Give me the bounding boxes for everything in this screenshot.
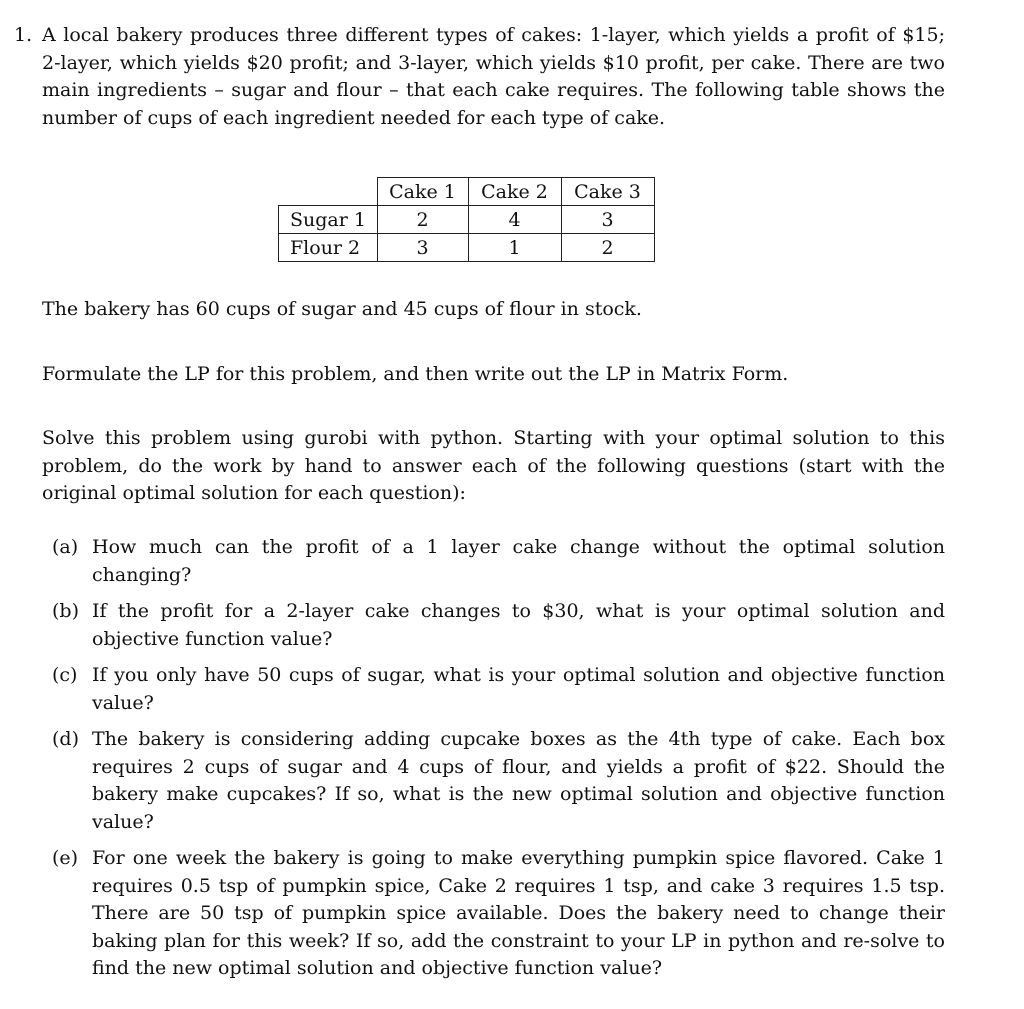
table-row-label: Flour 2	[279, 234, 378, 262]
question-label: (e)	[52, 847, 79, 869]
question-text: The bakery is considering adding cupcake boxes as the 4th type of cake. Each box requires 2 cups of sugar and 4 cups of flour, and yields a profit of $22. Should the bakery make cupcakes? If so, what is the new optimal solution and objective function value?	[92, 728, 945, 833]
table-cell: 2	[377, 206, 468, 234]
table-header-row	[279, 178, 655, 206]
table-cell: 2	[561, 234, 654, 262]
solve-instruction: Solve this problem using gurobi with python. Starting with your optimal solution to this problem, do the work by hand to answer each of the following questions (start with the original optimal solution for each question):	[42, 427, 945, 504]
table-column-header: Cake 2	[468, 178, 561, 206]
problem-intro: A local bakery produces three different types of cakes: 1-layer, which yields a profit of $15; 2-layer, which yields $20 profit; and 3-layer, which yields $10 profit, per cake. There are two main ingredients – sugar and flour – that each cake requires. The following table shows the number of cups of each ingredient needed for each type of cake.	[42, 24, 945, 129]
question-b	[52, 598, 945, 653]
table-row-label: Sugar 1	[279, 206, 378, 234]
question-list	[52, 534, 945, 992]
table-cell: 3	[377, 234, 468, 262]
ingredient-table	[278, 177, 655, 262]
formulate-instruction: Formulate the LP for this problem, and then write out the LP in Matrix Form.	[42, 363, 789, 385]
question-label: (d)	[52, 728, 79, 750]
table-corner-cell	[279, 178, 378, 206]
table-column-header: Cake 1	[377, 178, 468, 206]
question-text: If you only have 50 cups of sugar, what is your optimal solution and objective function value?	[92, 664, 945, 714]
table-cell: 4	[468, 206, 561, 234]
table-row-sugar	[279, 206, 655, 234]
question-text: For one week the bakery is going to make everything pumpkin spice flavored. Cake 1 requires 0.5 tsp of pumpkin spice, Cake 2 requires 1 tsp, and cake 3 requires 1.5 tsp. There are 50 tsp of pumpkin spice available. Does the bakery need to change their baking plan for this week? If so, add the constraint to your LP in python and re-solve to find the new optimal solution and objective function value?	[92, 847, 945, 979]
table-row-flour	[279, 234, 655, 262]
question-c	[52, 662, 945, 717]
question-d	[52, 726, 945, 836]
table-cell: 3	[561, 206, 654, 234]
question-label: (a)	[52, 536, 79, 558]
question-text: How much can the profit of a 1 layer cake change without the optimal solution changing?	[92, 536, 945, 586]
question-a	[52, 534, 945, 589]
table-column-header: Cake 3	[561, 178, 654, 206]
problem-number: 1.	[14, 24, 33, 46]
question-label: (b)	[52, 600, 79, 622]
question-label: (c)	[52, 664, 78, 686]
stock-statement: The bakery has 60 cups of sugar and 45 cups of flour in stock.	[42, 298, 642, 320]
question-e	[52, 845, 945, 983]
table-cell: 1	[468, 234, 561, 262]
question-text: If the profit for a 2-layer cake changes to $30, what is your optimal solution and objective function value?	[92, 600, 945, 650]
